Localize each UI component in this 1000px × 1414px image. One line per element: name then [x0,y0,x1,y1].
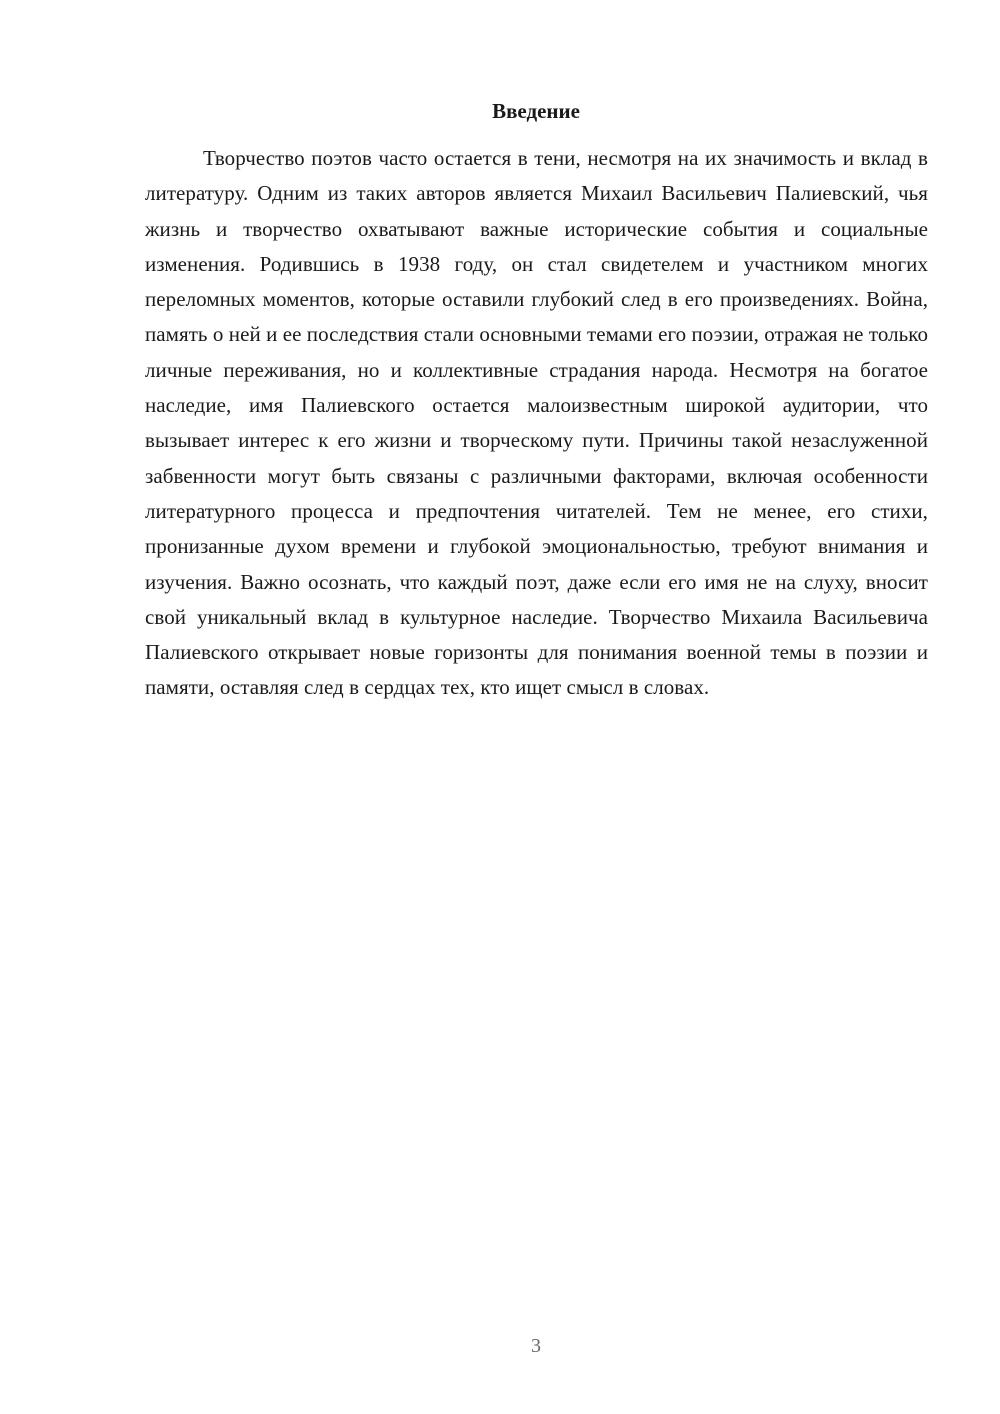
section-heading: Введение [492,99,580,123]
page-number: 3 [531,1335,541,1357]
introduction-paragraph: Творчество поэтов часто остается в тени, несмотря на их значимость и вклад в литературу. Одним из таких авторов является Михаил Васильевич Палиевский, чья жизнь и творчество охватывают важные исторические события и социальные изменения. Родившись в 1938 году, он стал свидетелем и участником многих переломных моментов, которые оставили глубокий след в его произведениях. Война, память о ней и ее последствия стали основными темами его поэзии, отражая не только личные переживания, но и коллективные страдания народа. Несмотря на богатое наследие, имя Палиевского остается малоизвестным широкой аудитории, что вызывает интерес к его жизни и творческому пути. Причины такой незаслуженной забвенности могут быть связаны с различными факторами, включая особенности литературного процесса и предпочтения читателей. Тем не менее, его стихи, пронизанные духом времени и глубокой эмоциональностью, требуют внимания и изучения. Важно осознать, что каждый поэт, даже если его имя не на слуху, вносит свой уникальный вклад в культурное наследие. Творчество Михаила Васильевича Палиевского открывает новые горизонты для понимания военной темы в поэзии и памяти, оставляя след в сердцах тех, кто ищет смысл в словах. [145,146,928,700]
